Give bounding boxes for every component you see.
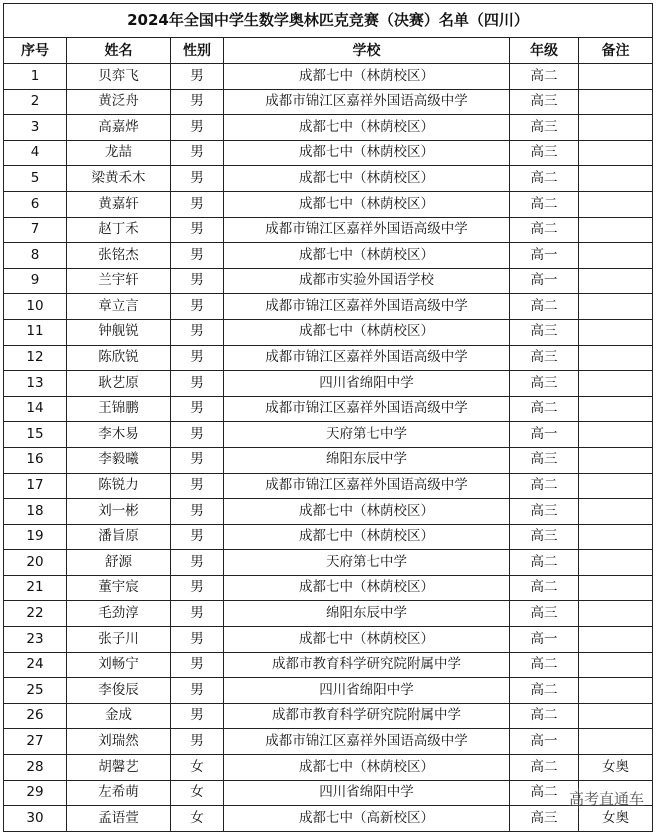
cell-remark <box>579 396 653 422</box>
cell-grade: 高二 <box>510 755 579 781</box>
table-row <box>4 473 653 499</box>
cell-index: 24 <box>4 652 67 678</box>
cell-gender: 男 <box>171 550 224 576</box>
cell-grade: 高一 <box>510 627 579 653</box>
cell-school: 天府第七中学 <box>224 422 510 448</box>
cell-name: 高嘉烨 <box>67 115 171 141</box>
cell-gender: 男 <box>171 217 224 243</box>
cell-school: 成都七中（林荫校区） <box>224 191 510 217</box>
cell-remark: 女奥 <box>579 755 653 781</box>
cell-name: 张铭杰 <box>67 243 171 269</box>
table-row <box>4 294 653 320</box>
cell-grade: 高三 <box>510 140 579 166</box>
cell-gender: 男 <box>171 473 224 499</box>
cell-name: 王锦鹏 <box>67 396 171 422</box>
cell-index: 30 <box>4 806 67 832</box>
cell-name: 章立言 <box>67 294 171 320</box>
table-row <box>4 755 653 781</box>
cell-school: 四川省绵阳中学 <box>224 780 510 806</box>
roster-sheet <box>3 3 652 832</box>
cell-name: 耿艺原 <box>67 371 171 397</box>
cell-grade: 高二 <box>510 166 579 192</box>
cell-school: 成都七中（林荫校区） <box>224 524 510 550</box>
cell-name: 梁黄禾木 <box>67 166 171 192</box>
cell-index: 14 <box>4 396 67 422</box>
cell-gender: 男 <box>171 703 224 729</box>
cell-index: 5 <box>4 166 67 192</box>
cell-index: 19 <box>4 524 67 550</box>
cell-index: 18 <box>4 499 67 525</box>
cell-remark <box>579 64 653 90</box>
cell-school: 成都市锦江区嘉祥外国语高级中学 <box>224 294 510 320</box>
table-title: 2024年全国中学生数学奥林匹克竞赛（决赛）名单（四川） <box>4 4 653 38</box>
header-index: 序号 <box>4 38 67 64</box>
cell-index: 25 <box>4 678 67 704</box>
cell-school: 成都七中（林荫校区） <box>224 499 510 525</box>
cell-school: 成都市锦江区嘉祥外国语高级中学 <box>224 89 510 115</box>
cell-gender: 男 <box>171 678 224 704</box>
cell-name: 陈欣锐 <box>67 345 171 371</box>
cell-index: 23 <box>4 627 67 653</box>
cell-grade: 高二 <box>510 294 579 320</box>
cell-remark <box>579 115 653 141</box>
cell-gender: 男 <box>171 115 224 141</box>
table-row <box>4 729 653 755</box>
cell-gender: 男 <box>171 191 224 217</box>
cell-remark <box>579 550 653 576</box>
cell-name: 刘畅宁 <box>67 652 171 678</box>
table-row <box>4 166 653 192</box>
cell-remark <box>579 601 653 627</box>
header-row <box>4 38 653 64</box>
cell-school: 成都市锦江区嘉祥外国语高级中学 <box>224 217 510 243</box>
cell-school: 成都市教育科学研究院附属中学 <box>224 652 510 678</box>
table-row <box>4 319 653 345</box>
cell-gender: 男 <box>171 652 224 678</box>
cell-gender: 男 <box>171 422 224 448</box>
cell-remark <box>579 422 653 448</box>
roster-table <box>3 3 653 832</box>
header-grade: 年级 <box>510 38 579 64</box>
table-row <box>4 345 653 371</box>
cell-index: 26 <box>4 703 67 729</box>
cell-grade: 高三 <box>510 499 579 525</box>
cell-name: 刘一彬 <box>67 499 171 525</box>
table-row <box>4 575 653 601</box>
cell-gender: 男 <box>171 601 224 627</box>
cell-school: 成都市锦江区嘉祥外国语高级中学 <box>224 473 510 499</box>
cell-gender: 男 <box>171 627 224 653</box>
cell-remark <box>579 703 653 729</box>
cell-remark <box>579 524 653 550</box>
cell-remark <box>579 345 653 371</box>
cell-index: 12 <box>4 345 67 371</box>
cell-remark <box>579 447 653 473</box>
cell-gender: 男 <box>171 524 224 550</box>
cell-name: 胡馨艺 <box>67 755 171 781</box>
cell-school: 成都市锦江区嘉祥外国语高级中学 <box>224 345 510 371</box>
table-body <box>4 64 653 832</box>
cell-gender: 男 <box>171 371 224 397</box>
cell-remark <box>579 294 653 320</box>
cell-name: 黄泛舟 <box>67 89 171 115</box>
cell-remark <box>579 575 653 601</box>
cell-school: 成都七中（林荫校区） <box>224 166 510 192</box>
cell-gender: 男 <box>171 396 224 422</box>
cell-grade: 高一 <box>510 422 579 448</box>
cell-remark <box>579 191 653 217</box>
cell-grade: 高三 <box>510 345 579 371</box>
cell-gender: 男 <box>171 729 224 755</box>
cell-school: 成都七中（林荫校区） <box>224 115 510 141</box>
cell-grade: 高一 <box>510 729 579 755</box>
cell-grade: 高一 <box>510 243 579 269</box>
cell-gender: 男 <box>171 319 224 345</box>
cell-index: 28 <box>4 755 67 781</box>
cell-index: 20 <box>4 550 67 576</box>
cell-school: 四川省绵阳中学 <box>224 678 510 704</box>
cell-index: 17 <box>4 473 67 499</box>
cell-gender: 男 <box>171 89 224 115</box>
cell-index: 10 <box>4 294 67 320</box>
table-row <box>4 89 653 115</box>
cell-grade: 高二 <box>510 703 579 729</box>
table-row <box>4 806 653 832</box>
header-school: 学校 <box>224 38 510 64</box>
cell-index: 27 <box>4 729 67 755</box>
cell-gender: 男 <box>171 575 224 601</box>
cell-remark <box>579 627 653 653</box>
cell-grade: 高二 <box>510 217 579 243</box>
cell-grade: 高二 <box>510 191 579 217</box>
table-row <box>4 703 653 729</box>
table-row <box>4 191 653 217</box>
cell-grade: 高一 <box>510 268 579 294</box>
table-row <box>4 268 653 294</box>
cell-grade: 高三 <box>510 601 579 627</box>
cell-gender: 男 <box>171 345 224 371</box>
cell-gender: 男 <box>171 64 224 90</box>
cell-gender: 男 <box>171 243 224 269</box>
cell-remark <box>579 678 653 704</box>
cell-gender: 男 <box>171 499 224 525</box>
cell-index: 15 <box>4 422 67 448</box>
cell-name: 董宇宸 <box>67 575 171 601</box>
table-row <box>4 396 653 422</box>
cell-remark <box>579 89 653 115</box>
cell-school: 成都市锦江区嘉祥外国语高级中学 <box>224 729 510 755</box>
table-row <box>4 115 653 141</box>
cell-school: 绵阳东辰中学 <box>224 601 510 627</box>
header-name: 姓名 <box>67 38 171 64</box>
cell-gender: 男 <box>171 294 224 320</box>
table-row <box>4 678 653 704</box>
cell-school: 成都市锦江区嘉祥外国语高级中学 <box>224 396 510 422</box>
cell-grade: 高二 <box>510 780 579 806</box>
cell-name: 钟舰锐 <box>67 319 171 345</box>
cell-index: 8 <box>4 243 67 269</box>
cell-school: 成都市教育科学研究院附属中学 <box>224 703 510 729</box>
cell-grade: 高二 <box>510 575 579 601</box>
cell-school: 成都七中（林荫校区） <box>224 243 510 269</box>
cell-remark <box>579 140 653 166</box>
cell-grade: 高二 <box>510 652 579 678</box>
cell-remark <box>579 652 653 678</box>
cell-name: 金成 <box>67 703 171 729</box>
cell-index: 4 <box>4 140 67 166</box>
cell-grade: 高三 <box>510 89 579 115</box>
cell-remark <box>579 473 653 499</box>
cell-gender: 男 <box>171 268 224 294</box>
cell-name: 张子川 <box>67 627 171 653</box>
cell-school: 四川省绵阳中学 <box>224 371 510 397</box>
table-row <box>4 422 653 448</box>
cell-grade: 高二 <box>510 678 579 704</box>
cell-gender: 男 <box>171 140 224 166</box>
cell-grade: 高三 <box>510 806 579 832</box>
cell-remark: 女奥 <box>579 806 653 832</box>
cell-index: 9 <box>4 268 67 294</box>
cell-name: 黄嘉轩 <box>67 191 171 217</box>
cell-remark <box>579 499 653 525</box>
cell-remark <box>579 166 653 192</box>
cell-name: 李俊辰 <box>67 678 171 704</box>
cell-remark <box>579 268 653 294</box>
table-row <box>4 217 653 243</box>
cell-index: 29 <box>4 780 67 806</box>
cell-name: 毛劲淳 <box>67 601 171 627</box>
cell-name: 龙喆 <box>67 140 171 166</box>
cell-remark <box>579 217 653 243</box>
cell-gender: 男 <box>171 166 224 192</box>
table-row <box>4 652 653 678</box>
cell-school: 成都七中（林荫校区） <box>224 140 510 166</box>
cell-index: 1 <box>4 64 67 90</box>
table-row <box>4 371 653 397</box>
cell-name: 赵丁禾 <box>67 217 171 243</box>
cell-remark <box>579 243 653 269</box>
cell-gender: 女 <box>171 806 224 832</box>
cell-remark <box>579 319 653 345</box>
cell-grade: 高三 <box>510 319 579 345</box>
header-remark: 备注 <box>579 38 653 64</box>
cell-name: 陈锐力 <box>67 473 171 499</box>
cell-school: 成都七中（高新校区） <box>224 806 510 832</box>
cell-gender: 男 <box>171 447 224 473</box>
table-row <box>4 550 653 576</box>
table-row <box>4 524 653 550</box>
cell-index: 13 <box>4 371 67 397</box>
cell-school: 天府第七中学 <box>224 550 510 576</box>
cell-index: 21 <box>4 575 67 601</box>
cell-index: 22 <box>4 601 67 627</box>
cell-school: 成都七中（林荫校区） <box>224 627 510 653</box>
cell-index: 16 <box>4 447 67 473</box>
cell-grade: 高二 <box>510 64 579 90</box>
header-gender: 性别 <box>171 38 224 64</box>
cell-name: 李毅曦 <box>67 447 171 473</box>
cell-name: 刘瑞然 <box>67 729 171 755</box>
watermark-text: 高考直通车 <box>568 790 644 808</box>
cell-school: 成都市实验外国语学校 <box>224 268 510 294</box>
cell-grade: 高二 <box>510 396 579 422</box>
cell-name: 贝弈飞 <box>67 64 171 90</box>
cell-name: 舒源 <box>67 550 171 576</box>
cell-school: 成都七中（林荫校区） <box>224 319 510 345</box>
cell-index: 11 <box>4 319 67 345</box>
cell-grade: 高二 <box>510 550 579 576</box>
cell-gender: 女 <box>171 755 224 781</box>
cell-grade: 高三 <box>510 447 579 473</box>
cell-name: 李木易 <box>67 422 171 448</box>
title-row <box>4 4 653 38</box>
cell-remark <box>579 371 653 397</box>
table-row <box>4 780 653 806</box>
cell-grade: 高三 <box>510 115 579 141</box>
cell-school: 绵阳东辰中学 <box>224 447 510 473</box>
cell-school: 成都七中（林荫校区） <box>224 575 510 601</box>
table-row <box>4 64 653 90</box>
cell-grade: 高三 <box>510 524 579 550</box>
table-row <box>4 601 653 627</box>
table-row <box>4 243 653 269</box>
cell-remark <box>579 729 653 755</box>
cell-school: 成都七中（林荫校区） <box>224 64 510 90</box>
cell-school: 成都七中（林荫校区） <box>224 755 510 781</box>
cell-index: 2 <box>4 89 67 115</box>
cell-name: 左希萌 <box>67 780 171 806</box>
table-row <box>4 447 653 473</box>
table-row <box>4 499 653 525</box>
cell-name: 兰宇轩 <box>67 268 171 294</box>
cell-name: 孟语萱 <box>67 806 171 832</box>
cell-grade: 高二 <box>510 473 579 499</box>
cell-index: 6 <box>4 191 67 217</box>
cell-index: 7 <box>4 217 67 243</box>
cell-gender: 女 <box>171 780 224 806</box>
cell-index: 3 <box>4 115 67 141</box>
table-row <box>4 627 653 653</box>
table-row <box>4 140 653 166</box>
cell-grade: 高三 <box>510 371 579 397</box>
cell-name: 潘旨原 <box>67 524 171 550</box>
